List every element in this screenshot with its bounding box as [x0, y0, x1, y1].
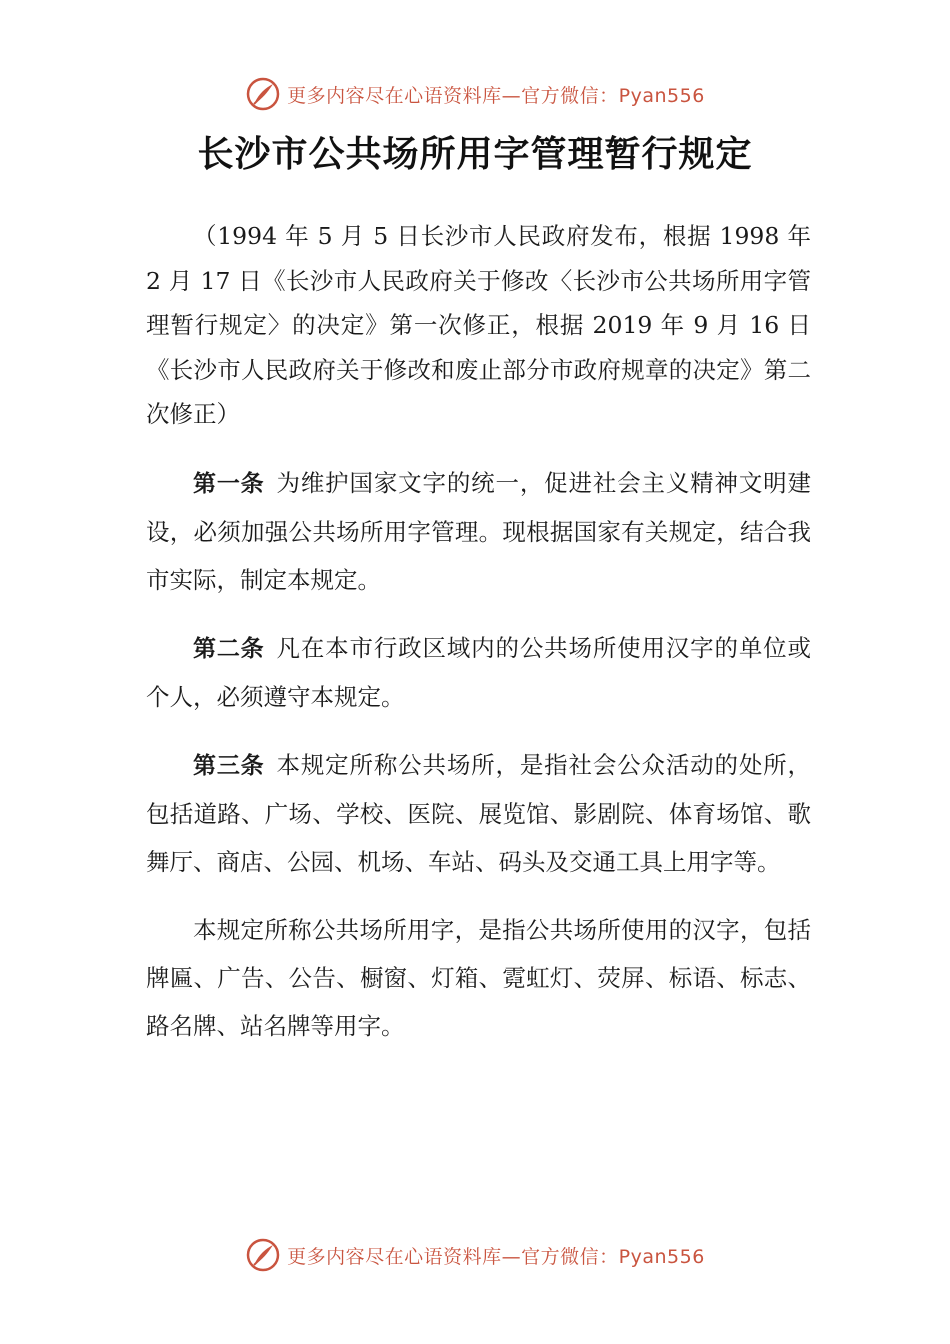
article-label: 第一条: [193, 470, 265, 497]
article-label: 第三条: [193, 752, 265, 779]
watermark-banner-bottom: [0, 1237, 950, 1273]
watermark-text: 更多内容尽在心语资料库—官方微信：Pyan556: [287, 1245, 705, 1268]
article-text: 凡在本市行政区域内的公共场所使用汉字的单位或个人，必须遵守本规定。: [146, 633, 811, 711]
article-1: [146, 459, 811, 604]
definition-paragraph: 本规定所称公共场所用字，是指公共场所使用的汉字，包括牌匾、广告、公告、橱窗、灯箱、霓虹灯、荧屏、标语、标志、路名牌、站名牌等用字。: [146, 915, 811, 1040]
article-2: [146, 624, 811, 721]
document-body: [146, 214, 811, 1050]
feather-pen-logo-icon: [245, 1237, 281, 1273]
feather-pen-logo-icon: [245, 76, 281, 112]
article-3: [146, 741, 811, 886]
watermark-text: 更多内容尽在心语资料库—官方微信：Pyan556: [287, 84, 705, 107]
article-text: 为维护国家文字的统一，促进社会主义精神文明建设，必须加强公共场所用字管理。现根据国家有关规定，结合我市实际，制定本规定。: [146, 468, 811, 594]
preface-paragraph: （1994 年 5 月 5 日长沙市人民政府发布，根据 1998 年 2 月 17 日《长沙市人民政府关于修改〈长沙市公共场所用字管理暂行规定〉的决定》第一次修正，根据 2019 年 9 月 16 日《长沙市人民政府关于修改和废止部分市政府规章的决定》第二次修正）: [146, 222, 811, 428]
article-text: 本规定所称公共场所，是指社会公众活动的处所，包括道路、广场、学校、医院、展览馆、影剧院、体育场馆、歌舞厅、商店、公园、机场、车站、码头及交通工具上用字等。: [146, 750, 811, 876]
document-title: 长沙市公共场所用字管理暂行规定: [197, 133, 753, 175]
watermark-banner-top: [0, 76, 950, 112]
article-label: 第二条: [193, 635, 265, 662]
